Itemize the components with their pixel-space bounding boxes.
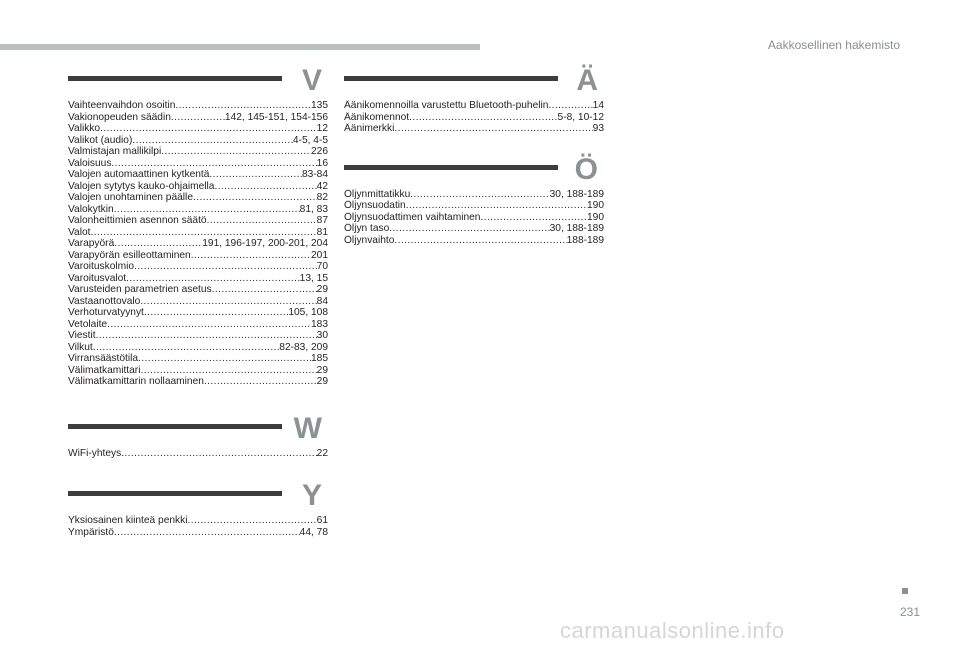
entry-pages: 29 [316, 376, 328, 387]
entry-pages: 142, 145-151, 154-156 [224, 111, 328, 123]
dot-leader [161, 146, 311, 158]
heading-bar [344, 165, 558, 170]
entry-pages: 105, 108 [288, 307, 328, 318]
heading-letter: Ö [574, 152, 598, 186]
watermark: carmanualsonline.info [560, 618, 785, 643]
entry-name: Äänikomennot [344, 111, 410, 123]
entry-name: Vetolaite [68, 318, 108, 330]
index-entry [68, 515, 328, 527]
index-entry [68, 307, 328, 319]
entry-name: Valonheittimien asennon säätö [68, 215, 207, 226]
index-group [68, 64, 328, 388]
index-entries [68, 515, 328, 538]
heading-bar [344, 76, 558, 81]
dot-leader [93, 342, 280, 354]
dot-leader [140, 365, 316, 377]
entry-name: Vastaanottovalo [68, 295, 141, 307]
index-entry [68, 238, 328, 250]
heading-bar [68, 424, 282, 429]
entry-name: Välimatkamittarin nollaaminen [68, 376, 204, 387]
entry-name: Valikot (audio) [68, 134, 133, 146]
page-marker-dot [902, 588, 908, 594]
index-entry [68, 284, 328, 296]
entry-name: Ympäristö [68, 526, 114, 538]
entry-pages: 70 [316, 261, 328, 272]
dot-leader [121, 448, 316, 460]
dot-leader [212, 284, 317, 296]
dot-leader [406, 200, 587, 212]
entry-name: Yksiosainen kiinteä penkki [68, 515, 188, 526]
index-entry [344, 200, 604, 212]
entry-pages: 30 [316, 330, 328, 341]
entry-name: Välimatkamittari [68, 364, 141, 376]
dot-leader [394, 235, 566, 247]
entry-pages: 83-84 [301, 169, 328, 180]
index-entry [68, 192, 328, 204]
dot-leader [134, 261, 317, 273]
entry-name: Valmistajan mallikilpi [68, 146, 162, 157]
dot-leader [214, 181, 316, 193]
entry-pages: 29 [316, 364, 328, 376]
index-entry [68, 319, 328, 331]
entry-name: Varapyörän esilleottaminen [68, 249, 191, 261]
entry-name: Valojen unohtaminen päälle [68, 192, 193, 203]
dot-leader [114, 527, 300, 539]
dot-leader [409, 112, 557, 124]
entry-pages: 188-189 [566, 234, 604, 246]
page-number: 231 [900, 605, 921, 619]
entry-name: Öljynmittatikku [344, 188, 411, 200]
entry-pages: 30, 188-189 [549, 188, 604, 200]
heading-bar [68, 491, 282, 496]
index-entry [68, 169, 328, 181]
heading-letter: W [293, 411, 322, 445]
index-entry [68, 181, 328, 193]
entry-pages: 81 [316, 226, 328, 238]
dot-leader [389, 223, 549, 235]
letter-heading [68, 411, 328, 445]
dot-leader [209, 169, 302, 181]
entry-pages: 183 [311, 318, 328, 330]
index-column-right [344, 64, 604, 246]
dot-leader [140, 296, 316, 308]
dot-leader [144, 307, 288, 319]
entry-pages: 12 [316, 123, 328, 134]
entry-pages: 29 [316, 284, 328, 295]
dot-leader [138, 353, 311, 365]
dot-leader [132, 135, 293, 147]
index-entry [68, 227, 328, 239]
dot-leader [480, 212, 587, 224]
index-entry [68, 527, 328, 539]
dot-leader [191, 250, 311, 262]
dot-leader [548, 100, 592, 112]
entry-pages: 13, 15 [299, 272, 328, 284]
entry-pages: 44, 78 [299, 526, 328, 538]
index-entry [344, 100, 604, 112]
entry-pages: 30, 188-189 [549, 223, 604, 234]
index-entry [68, 330, 328, 342]
index-entry [68, 158, 328, 170]
entry-pages: 93 [592, 123, 604, 134]
dot-leader [175, 100, 311, 112]
entry-pages: 201 [311, 249, 328, 261]
dot-leader [114, 238, 202, 250]
entry-pages: 5-8, 10-12 [557, 111, 604, 123]
entry-pages: 226 [311, 146, 328, 157]
entry-name: Öljynvaihto [344, 234, 395, 246]
heading-letter: V [301, 64, 322, 97]
index-entries [344, 100, 604, 135]
index-entry [68, 342, 328, 354]
letter-heading [68, 64, 328, 97]
entry-pages: 22 [316, 447, 328, 459]
entry-pages: 87 [316, 215, 328, 226]
dot-leader [171, 112, 225, 124]
heading-letter: Y [301, 479, 322, 512]
entry-name: Varoituskolmio [68, 261, 135, 272]
entry-pages: 16 [316, 157, 328, 169]
index-entries [344, 189, 604, 247]
entry-pages: 135 [311, 100, 328, 111]
entry-name: Vakionopeuden säädin [68, 111, 171, 123]
index-entry [68, 296, 328, 308]
dot-leader [193, 192, 317, 204]
letter-heading [68, 479, 328, 512]
index-entries [68, 448, 328, 460]
index-entries [68, 100, 328, 388]
entry-pages: 4-5, 4-5 [292, 134, 328, 146]
entry-name: Äänimerkki [344, 123, 395, 134]
dot-leader [111, 158, 316, 170]
heading-bar [68, 76, 282, 81]
letter-heading [344, 64, 604, 97]
index-group [344, 152, 604, 247]
entry-name: Valojen sytytys kauko-ohjaimella [68, 180, 215, 192]
index-entry [68, 215, 328, 227]
dot-leader [207, 215, 317, 227]
entry-name: Verhoturvatyynyt [68, 307, 144, 318]
dot-leader [394, 123, 592, 135]
dot-leader [100, 123, 317, 135]
entry-name: Varusteiden parametrien asetus [68, 284, 212, 295]
entry-pages: 190 [587, 200, 604, 211]
letter-heading [344, 152, 604, 186]
index-entry [344, 189, 604, 201]
dot-leader [90, 227, 316, 239]
index-entry [68, 100, 328, 112]
index-entry [68, 261, 328, 273]
dot-leader [204, 376, 317, 388]
index-entry [344, 223, 604, 235]
entry-name: Viestit [68, 330, 96, 341]
dot-leader [107, 319, 311, 331]
entry-name: Varoitusvalot [68, 272, 127, 284]
entry-name: Valot [68, 226, 91, 238]
entry-name: Valokytkin [68, 203, 114, 215]
entry-pages: 190 [587, 211, 604, 223]
index-column-left [68, 64, 328, 538]
heading-letter: Ä [576, 64, 598, 97]
entry-pages: 42 [316, 180, 328, 192]
entry-name: Äänikomennoilla varustettu Bluetooth-puhelin [344, 100, 549, 111]
entry-pages: 14 [592, 100, 604, 111]
index-entry [68, 112, 328, 124]
index-entry [68, 448, 328, 460]
index-group [68, 411, 328, 460]
entry-name: Valoisuus [68, 157, 112, 169]
top-divider-bar [0, 44, 480, 50]
entry-name: Öljynsuodatin [344, 200, 406, 211]
entry-name: Valikko [68, 123, 101, 134]
entry-name: Valojen automaattinen kytkentä [68, 169, 210, 180]
index-entry [344, 212, 604, 224]
index-entry [68, 353, 328, 365]
entry-name: WiFi-yhteys [68, 447, 122, 459]
entry-name: Vilkut [68, 341, 93, 353]
entry-name: Öljyn taso [344, 223, 390, 234]
index-entry [68, 365, 328, 377]
index-entry [68, 273, 328, 285]
entry-pages: 185 [311, 353, 328, 364]
entry-name: Vaihteenvaihdon osoitin [68, 100, 176, 111]
dot-leader [188, 515, 317, 527]
index-entry [344, 123, 604, 135]
index-entry [68, 146, 328, 158]
index-entry [68, 376, 328, 388]
entry-pages: 81, 83 [299, 203, 328, 215]
dot-leader [96, 330, 317, 342]
entry-pages: 82 [316, 192, 328, 203]
index-entry [68, 204, 328, 216]
dot-leader [114, 204, 300, 216]
entry-name: Varapyörä [68, 238, 115, 249]
index-entry [344, 112, 604, 124]
entry-name: Virransäästötila [68, 353, 139, 364]
index-entry [68, 135, 328, 147]
entry-pages: 61 [316, 515, 328, 526]
index-entry [344, 235, 604, 247]
entry-pages: 84 [316, 295, 328, 307]
entry-pages: 191, 196-197, 200-201, 204 [202, 238, 328, 249]
entry-name: Öljynsuodattimen vaihtaminen [344, 211, 481, 223]
entry-pages: 82-83, 209 [279, 341, 328, 353]
index-entry [68, 123, 328, 135]
index-group [68, 479, 328, 538]
dot-leader [410, 189, 549, 201]
index-entry [68, 250, 328, 262]
section-title: Aakkosellinen hakemisto [767, 38, 900, 52]
index-group [344, 64, 604, 135]
dot-leader [126, 273, 300, 285]
